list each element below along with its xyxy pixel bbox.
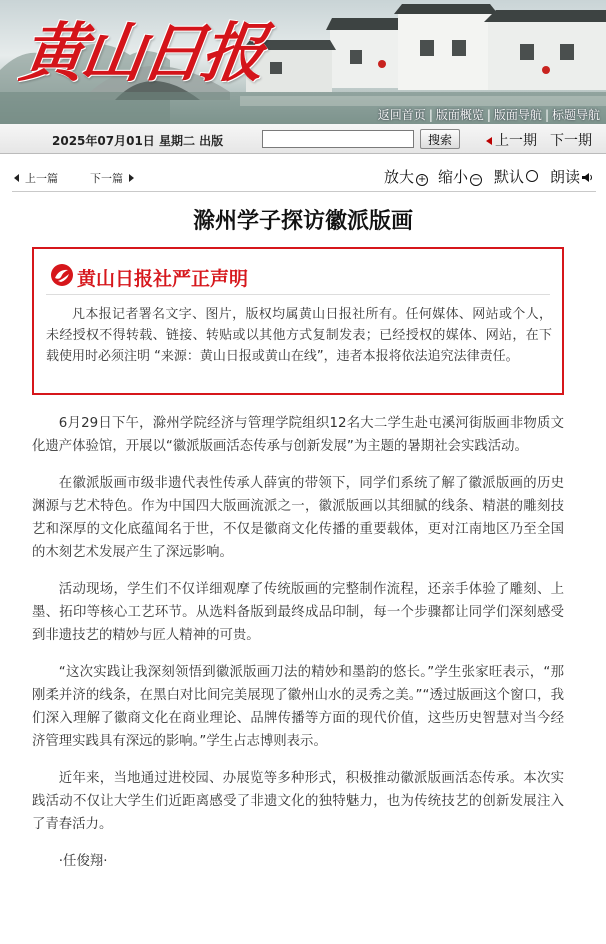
next-article-link[interactable] — [90, 170, 134, 186]
enlarge-font-button[interactable] — [384, 166, 428, 187]
article-paragraph: 在徽派版画市级非遗代表性传承人薛寅的带领下，同学们系统了解了徽派版画的历史渊源与艺术特色。作为中国四大版画流派之一，徽派版画以其细腻的线条、精湛的雕刻技艺和深厚的文化底蕴闻名于世，不仅是徽商文化传播的重要载体，更对江南地区乃至全国的木刻艺术发展产生了深远影响。 — [32, 476, 564, 560]
toolbar-divider — [12, 191, 596, 192]
enlarge-label: 放大 — [384, 168, 415, 186]
next-article-label: 下一篇 — [90, 172, 123, 185]
plus-circle-icon: + — [417, 174, 427, 185]
circle-icon — [526, 170, 538, 182]
article-paragraph: 6月29日下午，滁州学院经济与管理学院组织12名大二学生赴屯溪河街版画非物质文化遗产体验馆，开展以“徽派版画活态传承与创新发展”为主题的暑期社会实践活动。 — [32, 416, 564, 454]
date-search-bar — [0, 124, 606, 154]
site-logo[interactable]: 黄山日报 — [15, 16, 267, 91]
statement-title: 黄山日报社严正声明 — [77, 268, 249, 290]
top-nav: 返回首页 | 版面概览 | 版面导航 | 标题导航 — [377, 108, 600, 122]
article-paragraph: 近年来，当地通过进校园、办展览等多种形式，积极推动徽派版画活态传承。本次实践活动不仅让大学生们近距离感受了非遗文化的独特魅力，也为传统技艺的创新发展注入了青春活力。 — [32, 771, 564, 832]
search-input[interactable] — [262, 130, 414, 148]
article-author: ·任俊翔· — [58, 854, 108, 869]
article-paragraph: 活动现场，学生们不仅详细观摩了传统版画的完整制作流程，还亲手体验了雕刻、上墨、拓印等核心工艺环节。从选料备版到最终成品印制，每一个步骤都让同学们深刻感受到非遗技艺的精妙与匠人精神的可贵。 — [32, 582, 564, 643]
nav-page-nav-link[interactable]: 版面导航 — [493, 108, 542, 122]
search-button[interactable]: 搜索 — [420, 129, 460, 149]
prev-issue-link[interactable] — [486, 130, 537, 150]
triangle-left-icon — [14, 174, 19, 182]
article-title: 滁州学子探访徽派版画 — [192, 209, 413, 234]
next-issue-label: 下一期 — [550, 133, 592, 149]
nav-home-link[interactable]: 返回首页 — [377, 108, 426, 122]
default-font-button[interactable] — [494, 166, 538, 187]
shrink-font-button[interactable] — [438, 166, 482, 187]
speaker-icon — [582, 172, 593, 183]
article-toolbar — [0, 162, 606, 190]
shrink-label: 缩小 — [438, 168, 469, 186]
statement-divider — [46, 294, 550, 295]
triangle-right-icon — [129, 174, 134, 182]
arrow-left-icon — [486, 137, 492, 145]
article-paragraph: “这次实践让我深刻领悟到徽派版画刀法的精妙和墨韵的悠长。”学生张家旺表示，“那刚柔并济的线条，在黑白对比间完美展现了徽州山水的灵秀之美。”“透过版画这个窗口，我们深入理解了徽商文化在商业理论、品牌传播等方面的现代价值，这些历史智慧对当今经济管理实践具有深远的影响。”学生占志博则表示。 — [32, 665, 564, 749]
minus-circle-icon: − — [471, 174, 481, 185]
default-label: 默认 — [494, 168, 525, 186]
prev-article-label: 上一篇 — [25, 172, 58, 185]
prev-article-link[interactable] — [14, 170, 58, 186]
prev-issue-label: 上一期 — [495, 133, 537, 149]
masthead-banner — [0, 0, 606, 124]
nav-title-nav-link[interactable]: 标题导航 — [551, 108, 600, 122]
huangshan-daily-emblem-icon — [50, 263, 74, 287]
read-label: 朗读 — [550, 168, 581, 186]
statement-body: 凡本报记者署名文字、图片，版权均属黄山日报社所有。任何媒体、网站或个人，未经授权不得转载、链接、转贴或以其他方式复制发表；已经授权的媒体、网站，在下载使用时必须注明 “来源：黄山日报或黄山在线”，违者本报将依法追究法律责任。 — [46, 307, 552, 364]
copyright-statement-box — [32, 247, 564, 395]
article-body — [32, 412, 564, 887]
issue-date: 2025年07月01日 星期二 出版 — [52, 134, 224, 148]
nav-overview-link[interactable]: 版面概览 — [435, 108, 484, 122]
next-issue-link[interactable] — [550, 130, 592, 150]
read-aloud-button[interactable] — [550, 166, 593, 187]
